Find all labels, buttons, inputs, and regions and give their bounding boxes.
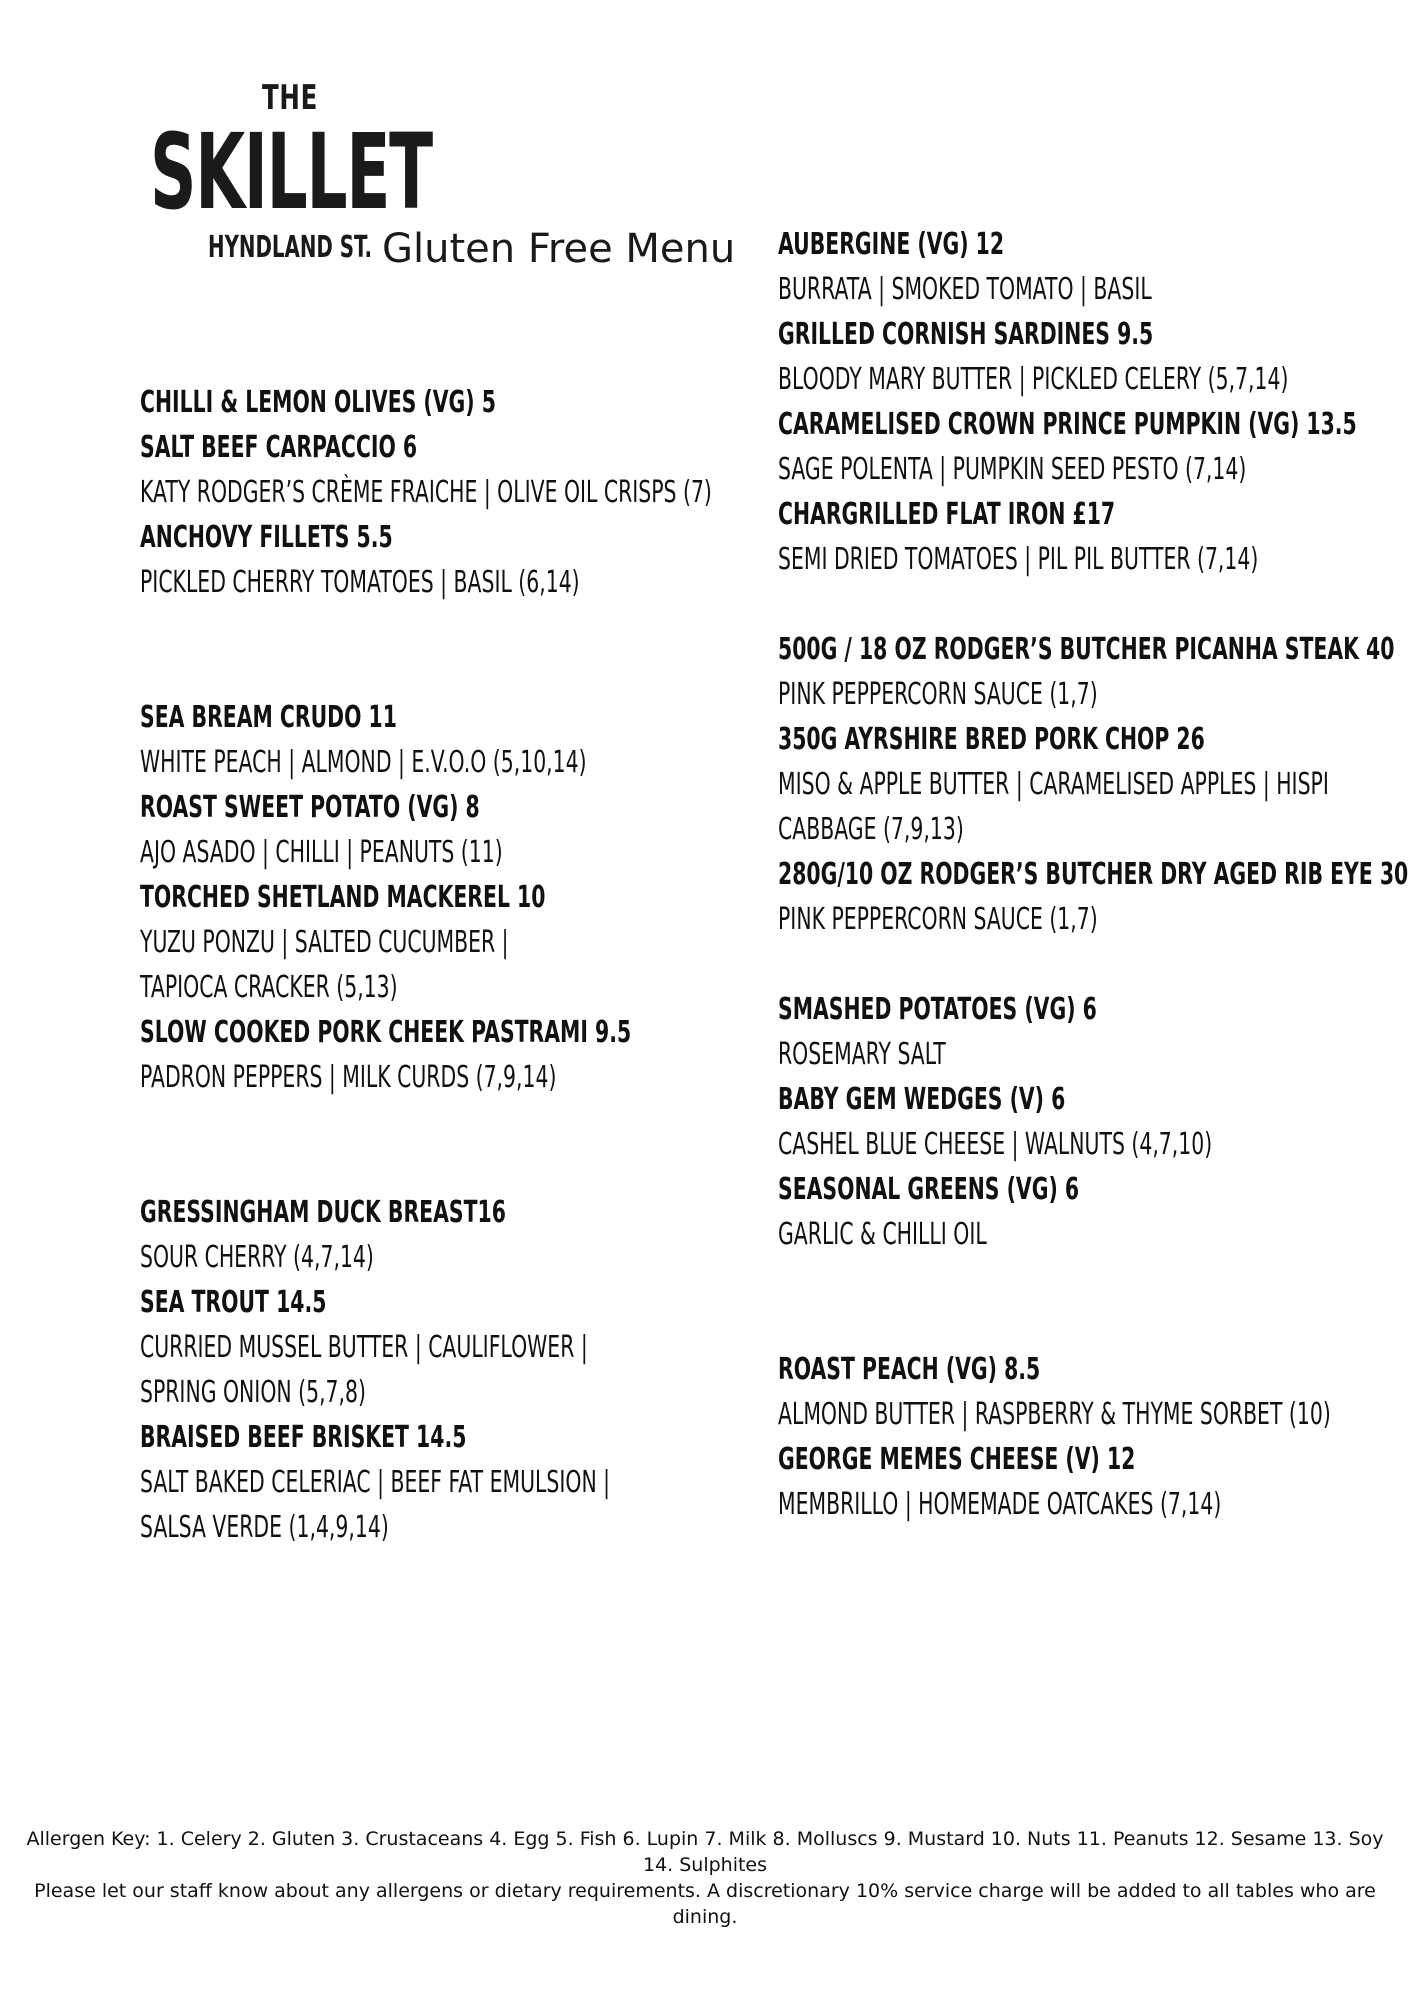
dish-description: KATY RODGER’S CRÈME FRAICHE | OLIVE OIL CRISPS (7) [140,475,712,510]
dish-name: TORCHED SHETLAND MACKEREL 10 [140,880,546,915]
menu-section [778,627,1409,942]
dish-name: SEASONAL GREENS (VG) 6 [778,1172,1080,1207]
logo-street: HYNDLAND ST. [208,230,373,265]
logo-the: THE [262,78,319,118]
dish-description: CURRIED MUSSEL BUTTER | CAULIFLOWER | [140,1330,588,1365]
dish-name: SEA TROUT 14.5 [140,1285,327,1320]
dish-description: MISO & APPLE BUTTER | CARAMELISED APPLES | HISPI [778,767,1329,802]
dish-name: GRILLED CORNISH SARDINES 9.5 [778,317,1154,352]
dish-description: BURRATA | SMOKED TOMATO | BASIL [778,272,1152,307]
menu-section [140,380,740,605]
dish-description: SOUR CHERRY (4,7,14) [140,1240,374,1275]
dish-name: BABY GEM WEDGES (V) 6 [778,1082,1066,1117]
dish-description: ALMOND BUTTER | RASPBERRY & THYME SORBET (10) [778,1397,1331,1432]
dish-name: ROAST SWEET POTATO (VG) 8 [140,790,480,825]
dish-name: SALT BEEF CARPACCIO 6 [140,430,418,465]
dish-name: SMASHED POTATOES (VG) 6 [778,992,1097,1027]
menu-section [140,1190,740,1550]
dish-name: 350G AYRSHIRE BRED PORK CHOP 26 [778,722,1205,757]
dish-description: CABBAGE (7,9,13) [778,812,964,847]
dish-description: YUZU PONZU | SALTED CUCUMBER | [140,925,509,960]
dish-description: PICKLED CHERRY TOMATOES | BASIL (6,14) [140,565,580,600]
dish-description: PINK PEPPERCORN SAUCE (1,7) [778,677,1098,712]
dish-description: BLOODY MARY BUTTER | PICKLED CELERY (5,7,14) [778,362,1289,397]
dish-description: SEMI DRIED TOMATOES | PIL PIL BUTTER (7,14) [778,542,1259,577]
menu-section [140,695,740,1100]
menu-section [778,222,1378,582]
menu-title: Gluten Free Menu [382,226,736,272]
logo-name: SKILLET [150,111,432,233]
dish-name: GEORGE MEMES CHEESE (V) 12 [778,1442,1136,1477]
dish-name: SEA BREAM CRUDO 11 [140,700,397,735]
right-menu-column [778,222,1409,1527]
allergen-key: Allergen Key: 1. Celery 2. Gluten 3. Crustaceans 4. Egg 5. Fish 6. Lupin 7. Milk 8. Molluscs 9. Mustard 10. Nuts 11. Peanuts 12. Sesame 13. Soy 14. Sulphites [26,1828,1384,1876]
dish-name: CARAMELISED CROWN PRINCE PUMPKIN (VG) 13.5 [778,407,1357,442]
dish-description: SALSA VERDE (1,4,9,14) [140,1510,389,1545]
dish-name: CHILLI & LEMON OLIVES (VG) 5 [140,385,496,420]
dish-description: CASHEL BLUE CHEESE | WALNUTS (4,7,10) [778,1127,1213,1162]
dish-description: GARLIC & CHILLI OIL [778,1217,987,1252]
dish-description: SPRING ONION (5,7,8) [140,1375,366,1410]
dish-description: ROSEMARY SALT [778,1037,946,1072]
dish-name: GRESSINGHAM DUCK BREAST16 [140,1195,506,1230]
dish-name: CHARGRILLED FLAT IRON £17 [778,497,1116,532]
left-menu-column [140,380,740,1550]
dish-description: AJO ASADO | CHILLI | PEANUTS (11) [140,835,503,870]
dish-description: SAGE POLENTA | PUMPKIN SEED PESTO (7,14) [778,452,1247,487]
dish-name: BRAISED BEEF BRISKET 14.5 [140,1420,467,1455]
dish-description: MEMBRILLO | HOMEMADE OATCAKES (7,14) [778,1487,1222,1522]
menu-section [778,987,1378,1257]
dish-description: SALT BAKED CELERIAC | BEEF FAT EMULSION | [140,1465,611,1500]
dish-description: PINK PEPPERCORN SAUCE (1,7) [778,902,1098,937]
menu-section [778,1347,1378,1527]
dish-description: TAPIOCA CRACKER (5,13) [140,970,398,1005]
dish-name: 500G / 18 OZ RODGER’S BUTCHER PICANHA STEAK 40 [778,632,1395,667]
dish-name: AUBERGINE (VG) 12 [778,227,1005,262]
dish-name: ANCHOVY FILLETS 5.5 [140,520,393,555]
dish-name: 280G/10 OZ RODGER’S BUTCHER DRY AGED RIB EYE 30 [778,857,1409,892]
allergen-footer [10,1826,1400,1930]
dish-description: WHITE PEACH | ALMOND | E.V.O.O (5,10,14) [140,745,587,780]
dish-description: PADRON PEPPERS | MILK CURDS (7,9,14) [140,1060,557,1095]
service-notice: Please let our staff know about any allergens or dietary requirements. A discretionary 10% service charge will be added to all tables who are dining. [34,1880,1376,1928]
dish-name: SLOW COOKED PORK CHEEK PASTRAMI 9.5 [140,1015,632,1050]
dish-name: ROAST PEACH (VG) 8.5 [778,1352,1041,1387]
